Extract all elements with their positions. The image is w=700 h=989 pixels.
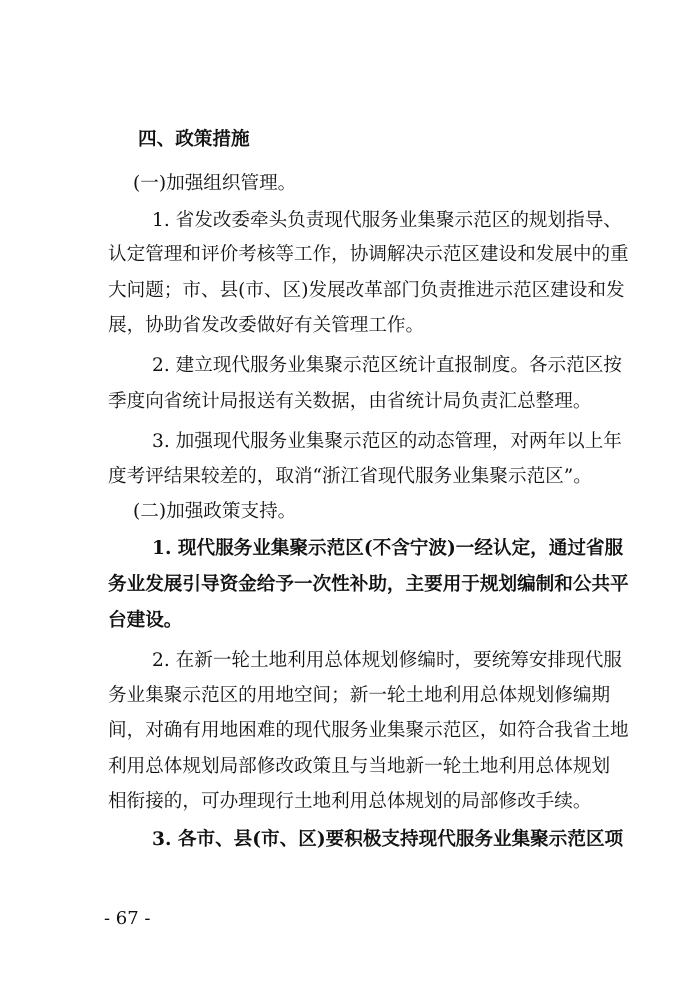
paragraph-line: 利用总体规划局部修改政策且与当地新一轮土地利用总体规划 xyxy=(108,756,611,777)
paragraph-line: 展，协助省发改委做好有关管理工作。 xyxy=(108,315,425,336)
paragraph-line: 3. 加强现代服务业集聚示范区的动态管理，对两年以上年 xyxy=(152,431,622,452)
paragraph-line: 2. 建立现代服务业集聚示范区统计直报制度。各示范区按 xyxy=(152,355,622,376)
paragraph-line: 1. 现代服务业集聚示范区(不含宁波)一经认定，通过省服 xyxy=(152,538,624,559)
paragraph-line: 务业集聚示范区的用地空间；新一轮土地利用总体规划修编期 xyxy=(108,685,611,706)
paragraph-line: 大问题；市、县(市、区)发展改革部门负责推进示范区建设和发 xyxy=(108,280,625,301)
paragraph-line: 务业发展引导资金给予一次性补助，主要用于规划编制和公共平 xyxy=(108,574,629,595)
paragraph-line: 度考评结果较差的，取消“浙江省现代服务业集聚示范区”。 xyxy=(108,466,592,487)
paragraph-line: 台建设。 xyxy=(108,610,183,631)
paragraph-line: 认定管理和评价考核等工作，协调解决示范区建设和发展中的重 xyxy=(108,244,629,265)
section-heading: 四、政策措施 xyxy=(138,129,250,150)
page-number: - 67 - xyxy=(104,908,151,929)
subsection-heading: (一)加强组织管理。 xyxy=(133,173,297,194)
paragraph-line: 2. 在新一轮土地利用总体规划修编时，要统筹安排现代服 xyxy=(152,650,622,671)
paragraph-line: 3. 各市、县(市、区)要积极支持现代服务业集聚示范区项 xyxy=(152,829,624,850)
paragraph-line: 间，对确有用地困难的现代服务业集聚示范区，如符合我省土地 xyxy=(108,720,629,741)
paragraph-line: 相衔接的，可办理现行土地利用总体规划的局部修改手续。 xyxy=(108,791,592,812)
paragraph-line: 季度向省统计局报送有关数据，由省统计局负责汇总整理。 xyxy=(108,391,592,412)
paragraph-line: 1. 省发改委牵头负责现代服务业集聚示范区的规划指导、 xyxy=(152,210,622,231)
subsection-heading: (二)加强政策支持。 xyxy=(133,501,297,522)
